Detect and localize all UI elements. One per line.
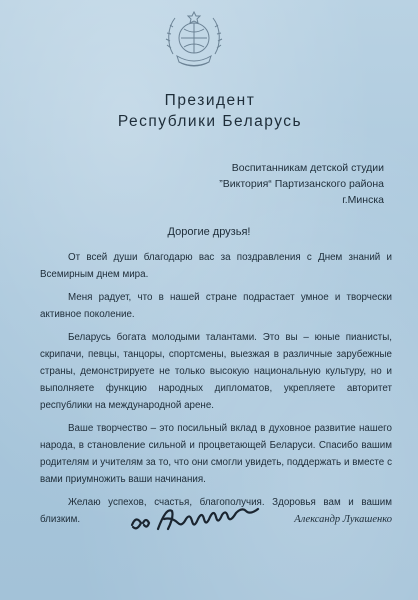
letter-body xyxy=(40,249,392,534)
body-paragraph: От всей души благодарю вас за поздравления с Днем знаний и Всемирным днем мира. xyxy=(40,252,392,280)
letterhead-title-line2: Республики Беларусь xyxy=(117,113,303,130)
body-paragraph: Ваше творчество – это посильный вклад в духовное развитие нашего народа, в становление сильной и процветающей Беларуси. Спасибо вашим родителям и учителям за то, что они смогли увидеть, поддержать и вместе с вами приумножить ваши начинания. xyxy=(40,423,392,485)
letterhead-title-line1: Президент xyxy=(164,92,256,109)
handwritten-signature xyxy=(128,505,278,535)
body-paragraph: Меня радует, что в нашей стране подрастает умное и творчески активное поколение. xyxy=(40,292,392,320)
recipient-address xyxy=(184,160,384,208)
address-line: ”Виктория“ Партизанского района xyxy=(219,178,384,190)
state-emblem-icon xyxy=(163,8,225,74)
body-paragraph: Беларусь богата молодыми талантами. Это вы – юные пианисты, скрипачи, певцы, танцоры, спортсмены, выезжая в различные зарубежные страны, демонстрируете не только высокую национальную культуру, но и выполняете функцию народных дипломатов, укрепляете авторитет республики на международной арене. xyxy=(40,332,392,411)
signer-name: Александр Лукашенко xyxy=(294,514,392,525)
address-line: Воспитанникам детской студии xyxy=(231,162,384,174)
greeting: Дорогие друзья! xyxy=(167,226,251,238)
body-paragraph: Желаю успехов, счастья, благополучия. Здоровья вам и вашим близким. xyxy=(40,497,392,525)
address-line: г.Минска xyxy=(342,194,384,206)
